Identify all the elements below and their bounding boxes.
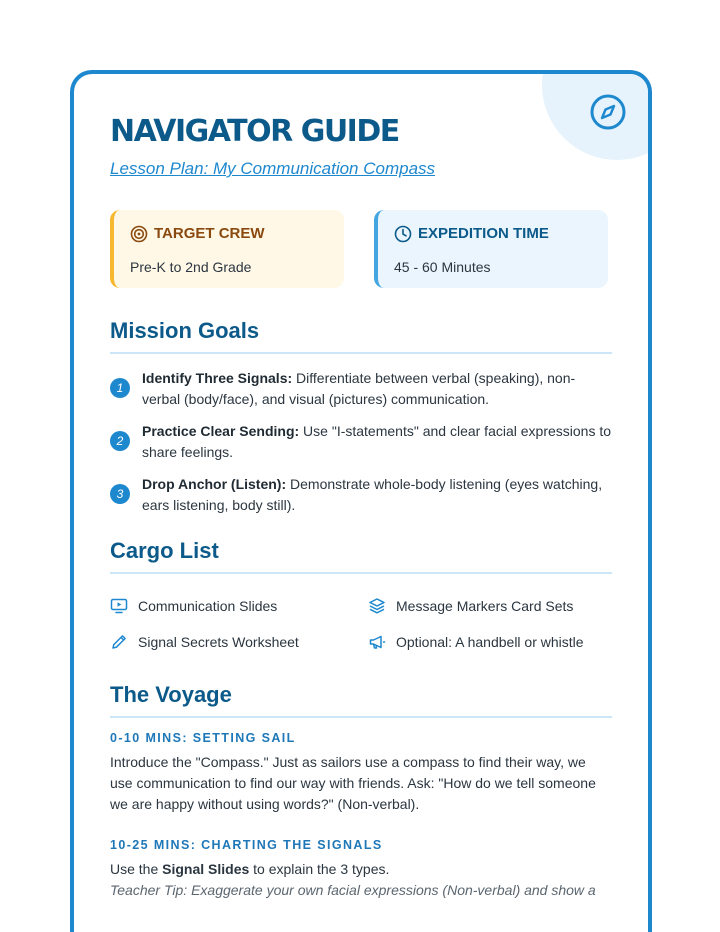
layers-icon [368,597,386,615]
goal-item [110,474,612,516]
signal-slides-highlight: Signal Slides [162,861,250,877]
goal-text: Demonstrate whole-body listening (eyes watching, ears listening, body still). [142,476,603,513]
phase-text-part: to explain the 3 types. [249,861,390,877]
mission-goals-section [110,318,612,516]
presentation-icon [110,597,128,615]
page-title: NAVIGATOR GUIDE [110,114,399,149]
cargo-section [110,538,612,660]
goal-heading: Practice Clear Sending: [142,423,300,439]
target-icon [130,225,148,243]
goal-text: Use "I-statements" and clear facial expressions to share feelings. [142,423,612,460]
cargo-item-label: Message Markers Card Sets [396,598,574,614]
voyage-title: The Voyage [110,682,612,718]
voyage-section [110,682,612,901]
cargo-list [110,588,612,660]
lesson-subtitle-link[interactable]: Lesson Plan: My Communication Compass [110,159,436,178]
cargo-item [110,588,368,624]
goals-list [110,368,612,516]
cargo-item [368,624,612,660]
goal-heading: Drop Anchor (Listen): [142,476,287,492]
cargo-item [110,624,368,660]
goal-heading: Identify Three Signals: [142,370,293,386]
cargo-item-label: Signal Secrets Worksheet [138,634,299,650]
target-crew-box [110,210,344,288]
phase-text [110,859,612,901]
goal-item [110,421,612,463]
expedition-time-box [374,210,608,288]
expedition-time-label: EXPEDITION TIME [418,225,549,242]
goal-text: Differentiate between verbal (speaking), non-verbal (body/face), and visual (pictures) communication. [142,370,576,407]
cargo-item-label: Optional: A handbell or whistle [396,634,584,650]
phase-label: 10-25 MINS: CHARTING THE SIGNALS [110,838,383,852]
goal-number: 1 [110,378,130,398]
cargo-list-title: Cargo List [110,538,612,574]
info-row [110,210,612,288]
phase-text: Introduce the "Compass." Just as sailors use a compass to find their way, we use communication to find our way with friends. Ask: "How do we tell someone we are happy without using words?" (Non-verbal). [110,754,596,812]
phase-label: 0-10 MINS: SETTING SAIL [110,731,296,745]
megaphone-icon [368,633,386,651]
goal-number: 2 [110,431,130,451]
pencil-icon [110,633,128,651]
target-crew-header [130,224,328,244]
cargo-item-label: Communication Slides [138,598,278,614]
cargo-item [368,588,612,624]
teacher-tip: Teacher Tip: Exaggerate your own facial expressions (Non-verbal) and show a [110,882,596,898]
phase-text-part: Use the [110,861,163,877]
expedition-time-header [394,224,592,244]
goal-number: 3 [110,484,130,504]
clock-icon [394,225,412,243]
goal-item [110,368,612,410]
lesson-card [70,70,652,932]
target-crew-label: TARGET CREW [154,225,265,242]
mission-goals-title: Mission Goals [110,318,612,354]
target-crew-value: Pre-K to 2nd Grade [130,259,252,275]
expedition-time-value: 45 - 60 Minutes [394,259,491,275]
